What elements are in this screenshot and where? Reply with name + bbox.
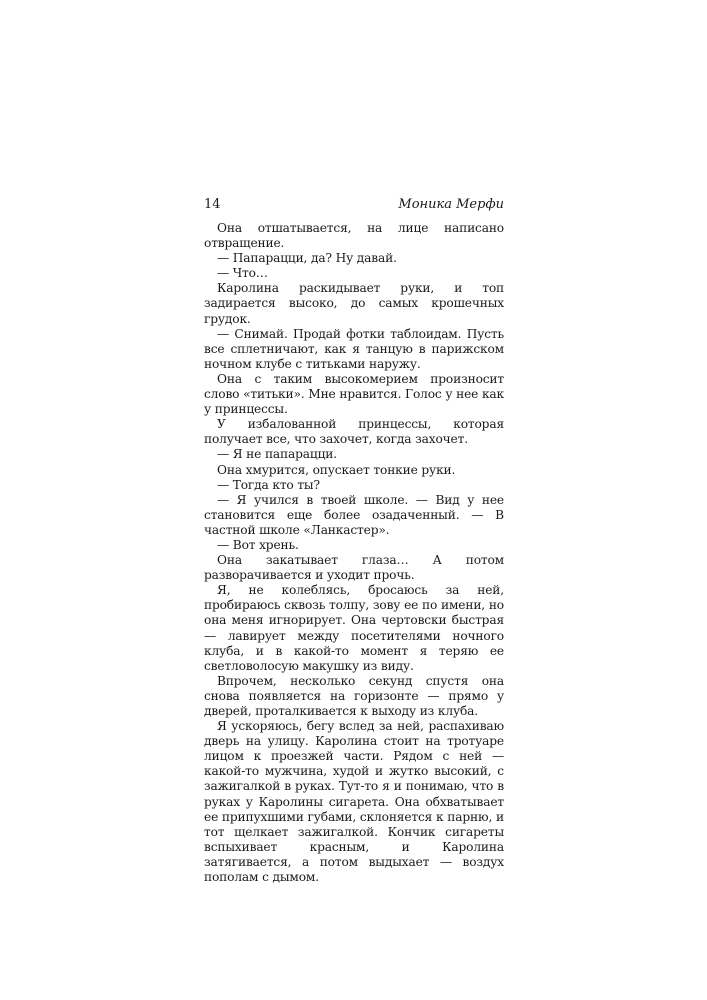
paragraph: Я ускоряюсь, бегу вслед за ней, распахиваю дверь на улицу. Каролина стоит на тротуаре лицом к проезжей части. Рядом с ней — какой-то мужчина, худой и жутко высокий, с зажигалкой в руках. Тут-то я и понимаю, что в руках у Каролины сигарета. Она обхватывает ее припухшими губами, склоняется к парню, и тот щелкает зажигалкой. Кончик сигареты вспыхивает красным, и Каролина затягивается, а потом выдыхает — воздух пополам с дымом. bbox=[204, 719, 504, 885]
paragraph: Каролина раскидывает руки, и топ задирается высоко, до самых крошечных грудок. bbox=[204, 281, 504, 326]
paragraph: — Что… bbox=[217, 266, 268, 281]
paragraph: Впрочем, несколько секунд спустя она снова появляется на горизонте — прямо у дверей, проталкивается к выходу из клуба. bbox=[204, 673, 504, 718]
running-title: Моника Мерфи bbox=[398, 197, 504, 212]
paragraph: — Снимай. Продай фотки таблоидам. Пусть все сплетничают, как я танцую в парижском ночном клубе с титьками наружу. bbox=[204, 326, 504, 371]
paragraph: — Тогда кто ты? bbox=[217, 477, 320, 492]
paragraph: Она хмурится, опускает тонкие руки. bbox=[217, 462, 456, 477]
running-head bbox=[204, 197, 504, 213]
paragraph: — Папарацци, да? Ну давай. bbox=[217, 251, 397, 266]
paragraph: Она с таким высокомерием произносит слово «титьки». Мне нравится. Голос у нее как у принцессы. bbox=[204, 371, 504, 417]
paragraph: — Я не папарацци. bbox=[217, 447, 337, 462]
paragraph: Она отшатывается, на лице написано отвращение. bbox=[204, 221, 504, 251]
body-text bbox=[204, 221, 504, 885]
page-number: 14 bbox=[204, 197, 221, 212]
paragraph: У избалованной принцессы, которая получает все, что захочет, когда захочет. bbox=[204, 417, 504, 447]
paragraph: Она закатывает глаза… А потом разворачивается и уходит прочь. bbox=[204, 553, 504, 583]
book-page bbox=[204, 197, 504, 885]
paragraph: — Вот хрень. bbox=[217, 537, 299, 552]
paragraph: Я, не колеблясь, бросаюсь за ней, пробираюсь сквозь толпу, зову ее по имени, но она меня игнорирует. Она чертовски быстрая — лавирует между посетителями ночного клуба, и в какой-то момент я теряю ее светловолосую макушку из виду. bbox=[204, 583, 504, 673]
paragraph: — Я учился в твоей школе. — Вид у нее становится еще более озадаченный. — В частной школе «Ланкастер». bbox=[204, 492, 504, 537]
